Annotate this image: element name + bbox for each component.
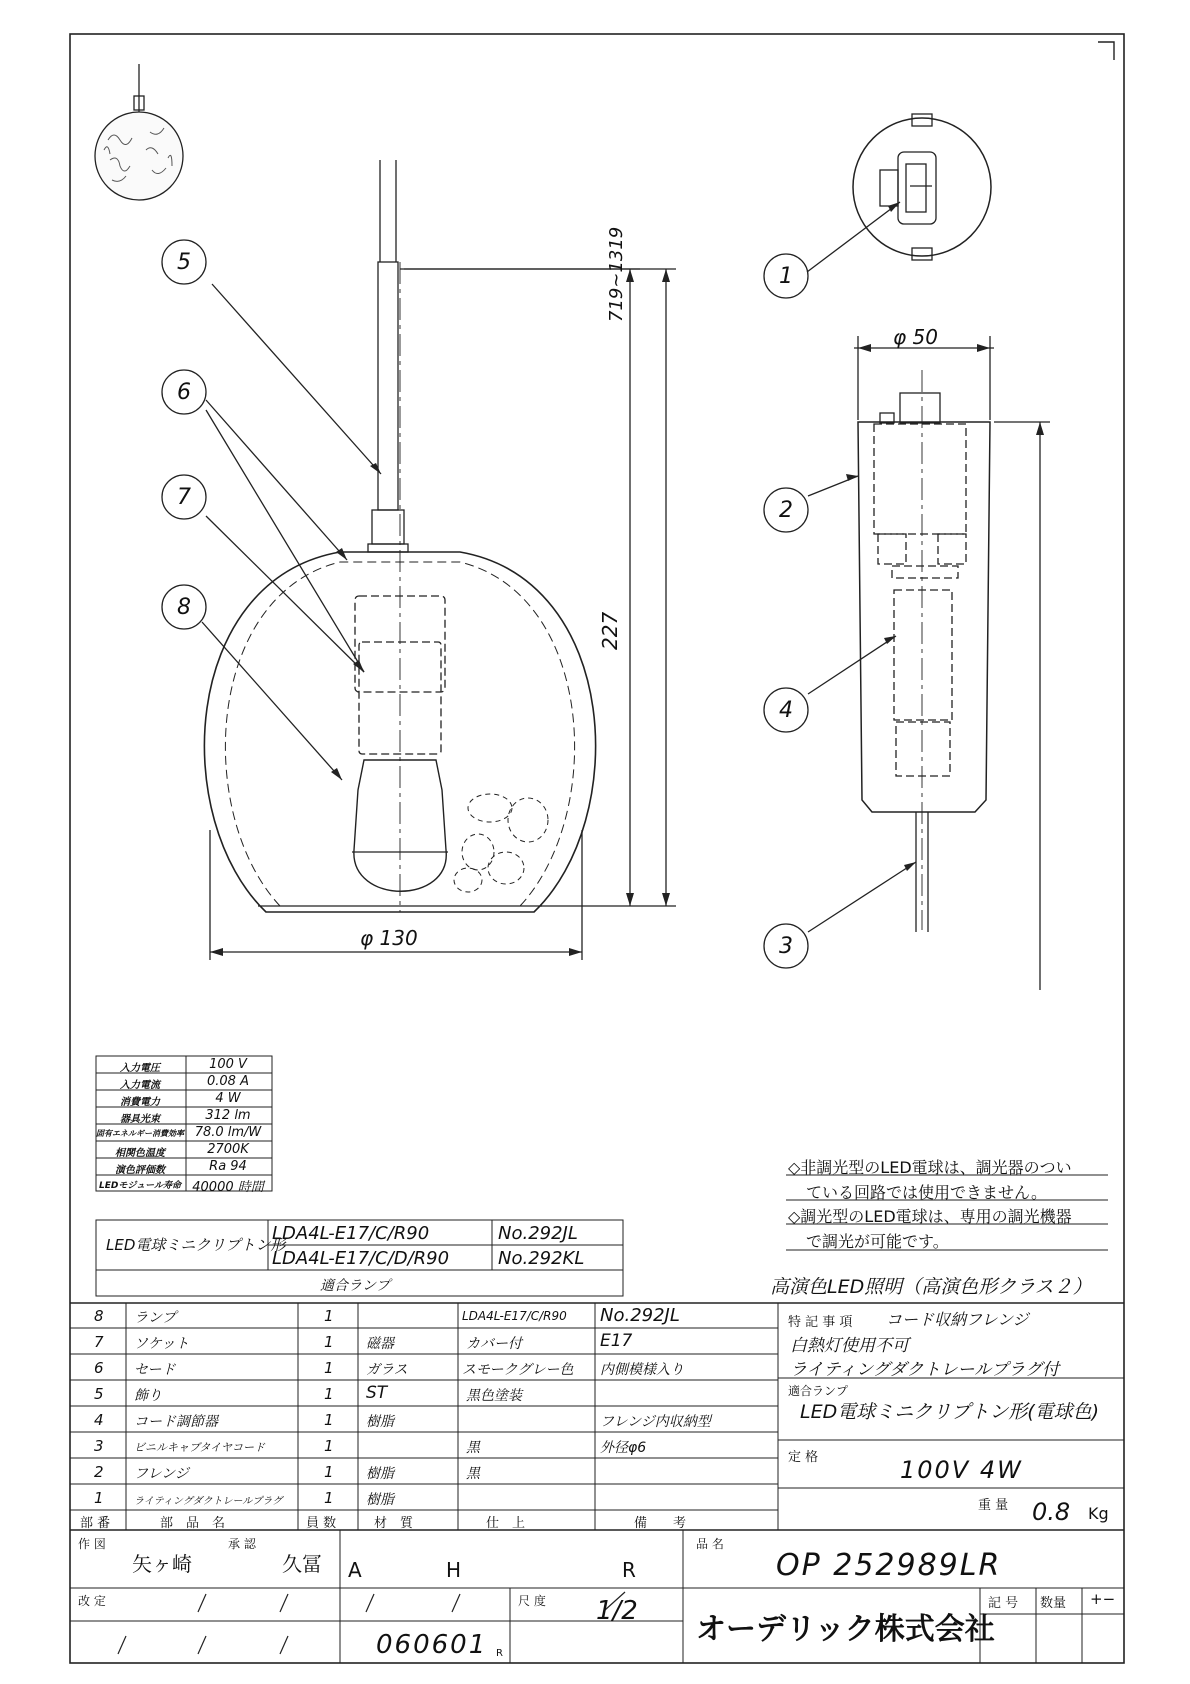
part-material: ガラス (366, 1362, 408, 1378)
feature-line: 白熱灯使用不可 (790, 1336, 909, 1356)
compatible-lamp-value: LED電球ミニクリプトン形(電球色) (800, 1401, 1100, 1423)
callout-6: 6 (177, 380, 191, 405)
spec-value: 4 W (215, 1091, 241, 1106)
lamp-no: No.292KL (498, 1248, 585, 1269)
part-remarks: E17 (600, 1331, 633, 1351)
parts-header-qty: 員 数 (306, 1516, 337, 1531)
part-qty: 1 (324, 1333, 334, 1351)
spec-value: 312 lm (205, 1108, 251, 1123)
callout-7: 7 (177, 485, 191, 510)
part-name: ソケット (134, 1336, 190, 1352)
dimming-note-line: で調光が可能です。 (806, 1232, 949, 1251)
lamp-model: LDA4L-E17/C/R90 (272, 1223, 430, 1244)
part-remarks: 外径φ6 (600, 1440, 647, 1456)
feature-line: ライティングダクトレールプラグ付 (790, 1360, 1060, 1380)
part-no: 7 (94, 1333, 104, 1351)
callout-5: 5 (177, 250, 191, 275)
part-finish: スモークグレー色 (462, 1362, 574, 1378)
symbol-label: 記 号 (988, 1596, 1019, 1611)
part-finish: 黒 (466, 1466, 480, 1482)
callout-8: 8 (177, 595, 191, 620)
part-remarks: 内側模様入り (600, 1362, 684, 1378)
lamp-table-caption: 適合ランプ (320, 1278, 390, 1294)
part-remarks: No.292JL (600, 1305, 680, 1326)
revision-label: 改 定 (78, 1594, 106, 1608)
part-qty: 1 (324, 1411, 334, 1429)
spec-label: 入力電流 (120, 1080, 160, 1091)
part-material: ST (366, 1383, 388, 1403)
spec-value: 0.08 A (207, 1074, 249, 1089)
spec-value: 78.0 lm/W (194, 1125, 262, 1140)
drawn-label: 作 図 (78, 1537, 106, 1551)
part-no: 8 (94, 1307, 104, 1325)
part-qty: 1 (324, 1307, 334, 1325)
callout-2: 2 (779, 498, 793, 523)
lamp-type-label: LED電球ミニクリプトン形 (106, 1236, 286, 1254)
rev-h: H (446, 1558, 462, 1582)
spec-label: 消費電力 (120, 1097, 160, 1108)
part-qty: 1 (324, 1437, 334, 1455)
part-name: セード (134, 1362, 176, 1378)
part-name: 飾り (134, 1388, 162, 1404)
callout-3: 3 (779, 934, 793, 959)
part-no: 3 (94, 1437, 104, 1455)
part-no: 6 (94, 1359, 104, 1377)
spec-label: 相関色温度 (115, 1148, 165, 1159)
part-finish: 黒色塗装 (466, 1388, 522, 1404)
spec-label: 固有エネルギー消費効率 (96, 1129, 184, 1138)
part-material: 樹脂 (366, 1414, 394, 1430)
callout-1: 1 (779, 264, 793, 289)
part-material: 樹脂 (366, 1492, 394, 1508)
dim-flange-diameter: φ 50 (893, 325, 938, 349)
part-remarks: フレンジ内収納型 (600, 1414, 711, 1430)
parts-header-material: 材 質 (374, 1516, 414, 1531)
dim-shade-diameter: φ 130 (360, 926, 418, 950)
product-label: 品 名 (696, 1537, 724, 1551)
part-qty: 1 (324, 1463, 334, 1481)
drawing-date: 060601 (376, 1630, 488, 1660)
compatible-lamp-label: 適合ランプ (788, 1384, 849, 1398)
parts-header-no: 部 番 (80, 1516, 111, 1531)
dim-height: 227 (598, 611, 622, 650)
parts-header-name: 部 品 名 (160, 1516, 226, 1531)
part-finish: LDA4L-E17/C/R90 (462, 1309, 567, 1323)
spec-value: Ra 94 (209, 1159, 247, 1174)
quantity-label: 数量 (1040, 1596, 1067, 1611)
part-finish: 黒 (466, 1440, 480, 1456)
parts-header-remarks: 備 考 (634, 1516, 687, 1531)
part-qty: 1 (324, 1385, 334, 1403)
dimming-note-line: ◇調光型のLED電球は、専用の調光機器 (788, 1207, 1072, 1226)
product-name: OP 252989LR (776, 1548, 1002, 1583)
weight-value: 0.8 (1032, 1498, 1071, 1526)
part-finish: カバー付 (466, 1336, 522, 1352)
plus-minus-label: +− (1090, 1590, 1116, 1608)
features-label: 特 記 事 項 (788, 1315, 853, 1330)
high-color-rendering-label: 高演色LED照明（高演色形クラス２） (770, 1276, 1092, 1298)
callout-4: 4 (779, 698, 793, 723)
rev-r: R (622, 1558, 636, 1582)
spec-value: 100 V (209, 1057, 247, 1072)
scale-label: 尺 度 (518, 1594, 546, 1608)
spec-value: 40000 時間 (192, 1180, 264, 1195)
approved-by: 久冨 (282, 1552, 322, 1576)
dim-length-range: 719~1319 (606, 226, 627, 322)
dimming-note-line: ている回路では使用できません。 (806, 1183, 1047, 1202)
spec-label: 器具光束 (120, 1114, 160, 1125)
rating-label: 定 格 (788, 1450, 819, 1465)
lamp-model: LDA4L-E17/C/D/R90 (272, 1248, 450, 1269)
part-no: 2 (94, 1463, 104, 1481)
lamp-no: No.292JL (498, 1223, 578, 1244)
rev-a: A (348, 1558, 362, 1582)
spec-label: 入力電圧 (120, 1063, 160, 1074)
spec-value: 2700K (207, 1142, 249, 1157)
part-name: フレンジ (134, 1466, 189, 1482)
scale-value: 1/2 (596, 1596, 638, 1626)
rating-value: 100V 4W (900, 1456, 1023, 1484)
weight-unit: Kg (1088, 1504, 1109, 1523)
part-qty: 1 (324, 1359, 334, 1377)
part-name: ライティングダクトレールプラグ (134, 1496, 283, 1507)
drawn-by: 矢ヶ崎 (132, 1552, 192, 1576)
part-no: 5 (94, 1385, 104, 1403)
part-material: 樹脂 (366, 1466, 394, 1482)
part-material: 磁器 (366, 1336, 394, 1352)
spec-label: 演色評価数 (115, 1165, 165, 1176)
dimming-note-line: ◇非調光型のLED電球は、調光器のつい (788, 1158, 1072, 1177)
part-name: ランプ (134, 1310, 176, 1326)
part-name: コード調節器 (134, 1414, 218, 1430)
part-no: 1 (94, 1489, 104, 1507)
feature-line: コード収納フレンジ (886, 1310, 1029, 1329)
company-name: オーデリック株式会社 (696, 1612, 995, 1647)
parts-header-finish: 仕 上 (486, 1516, 526, 1531)
weight-label: 重 量 (978, 1498, 1009, 1513)
date-suffix: R (496, 1648, 503, 1659)
spec-label: LEDモジュール寿命 (99, 1181, 181, 1191)
approved-label: 承 認 (228, 1537, 256, 1551)
part-name: ビニルキャブタイヤコード (134, 1441, 266, 1454)
part-no: 4 (94, 1411, 104, 1429)
part-qty: 1 (324, 1489, 334, 1507)
